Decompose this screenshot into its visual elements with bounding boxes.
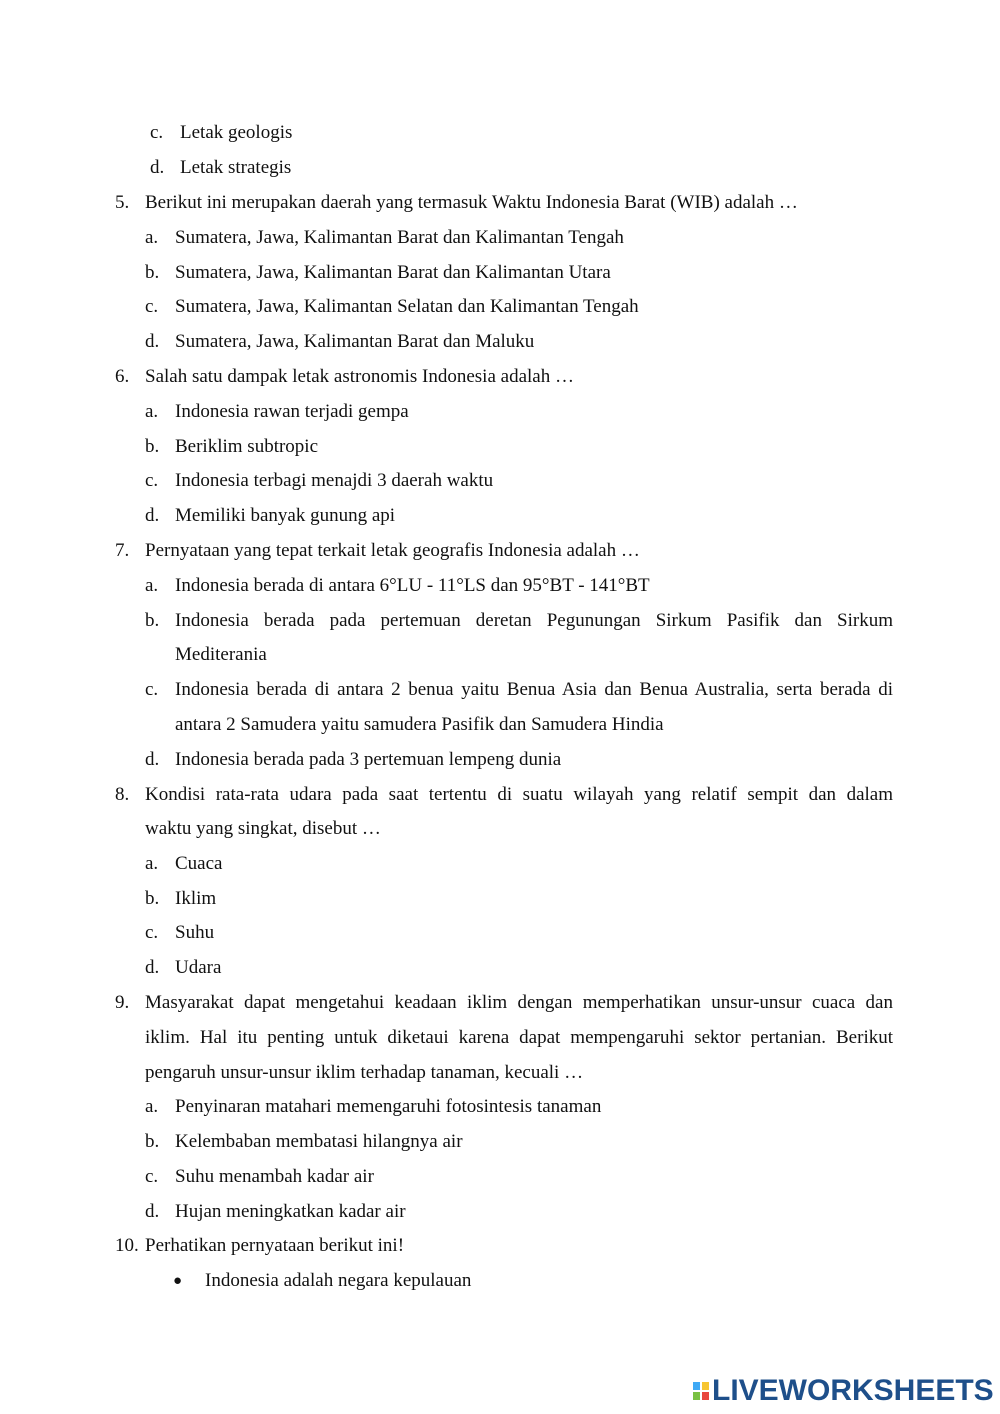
question-number: 6.: [115, 366, 130, 387]
logo-square: [693, 1382, 700, 1390]
option-letter: c.: [150, 122, 164, 143]
option-letter: c.: [145, 679, 159, 700]
option-letter: b.: [145, 436, 160, 457]
option-letter: c.: [145, 1166, 159, 1187]
option-letter: d.: [145, 749, 160, 770]
option-text-line-2: antara 2 Samudera yaitu samudera Pasifik dan Samudera Hindia: [175, 714, 664, 735]
question-text-line-1: Kondisi rata-rata udara pada saat tertentu di suatu wilayah yang relatif sempit dan dalam: [145, 784, 893, 805]
option-letter: a.: [145, 575, 159, 596]
option-text: Indonesia terbagi menajdi 3 daerah waktu: [175, 470, 494, 491]
question-text: Berikut ini merupakan daerah yang termasuk Waktu Indonesia Barat (WIB) adalah …: [145, 192, 798, 213]
logo-text: LIVEWORKSHEETS: [712, 1374, 994, 1407]
question-number: 9.: [115, 992, 130, 1013]
option-text: Sumatera, Jawa, Kalimantan Barat dan Kalimantan Utara: [175, 262, 611, 283]
question-number: 8.: [115, 784, 130, 805]
option-letter: b.: [145, 610, 160, 631]
option-text: Letak geologis: [180, 122, 293, 143]
option-letter: c.: [145, 296, 159, 317]
option-letter: d.: [145, 505, 160, 526]
question-text-line-2: iklim. Hal itu penting untuk diketaui karena dapat mempengaruhi sektor pertanian. Berikut: [145, 1027, 893, 1048]
option-text: Udara: [175, 957, 222, 978]
option-text: Sumatera, Jawa, Kalimantan Selatan dan Kalimantan Tengah: [175, 296, 639, 317]
logo-square: [693, 1392, 700, 1400]
option-text: Suhu: [175, 922, 215, 943]
question-text-line-3: pengaruh unsur-unsur iklim terhadap tanaman, kecuali …: [145, 1062, 584, 1083]
option-letter: c.: [145, 922, 159, 943]
question-text: Salah satu dampak letak astronomis Indonesia adalah …: [145, 366, 574, 387]
question-text-line-2: waktu yang singkat, disebut …: [145, 818, 381, 839]
option-letter: b.: [145, 262, 160, 283]
option-letter: a.: [145, 1096, 159, 1117]
option-text: Indonesia berada di antara 6°LU - 11°LS dan 95°BT - 141°BT: [175, 575, 650, 596]
option-letter: a.: [145, 853, 159, 874]
option-text: Memiliki banyak gunung api: [175, 505, 396, 526]
option-text: Indonesia rawan terjadi gempa: [175, 401, 409, 422]
option-text: Sumatera, Jawa, Kalimantan Barat dan Kalimantan Tengah: [175, 227, 624, 248]
option-letter: b.: [145, 888, 160, 909]
liveworksheets-logo: [693, 1374, 994, 1408]
option-letter: a.: [145, 401, 159, 422]
option-letter: c.: [145, 470, 159, 491]
option-text: Indonesia berada pada 3 pertemuan lempeng dunia: [175, 749, 562, 770]
option-letter: d.: [145, 957, 160, 978]
logo-square: [702, 1382, 709, 1390]
question-text: Pernyataan yang tepat terkait letak geografis Indonesia adalah …: [145, 540, 640, 561]
question-text-line-1: Masyarakat dapat mengetahui keadaan iklim dengan memperhatikan unsur-unsur cuaca dan: [145, 992, 893, 1013]
option-text: Penyinaran matahari memengaruhi fotosintesis tanaman: [175, 1096, 602, 1117]
option-text: Sumatera, Jawa, Kalimantan Barat dan Maluku: [175, 331, 535, 352]
option-letter: a.: [145, 227, 159, 248]
option-letter: d.: [145, 1201, 160, 1222]
question-number: 5.: [115, 192, 130, 213]
logo-square: [702, 1392, 709, 1400]
bullet-icon: ●: [173, 1273, 183, 1289]
option-text: Letak strategis: [180, 157, 292, 178]
option-letter: d.: [150, 157, 165, 178]
option-text-line-1: Indonesia berada di antara 2 benua yaitu Benua Asia dan Benua Australia, serta berada di: [175, 679, 893, 700]
question-text: Perhatikan pernyataan berikut ini!: [145, 1235, 405, 1256]
option-text-line-1: Indonesia berada pada pertemuan deretan Pegunungan Sirkum Pasifik dan Sirkum: [175, 610, 893, 631]
option-text: Kelembaban membatasi hilangnya air: [175, 1131, 463, 1152]
bullet-text: Indonesia adalah negara kepulauan: [205, 1270, 472, 1291]
option-text-line-2: Mediterania: [175, 644, 267, 665]
option-text: Iklim: [175, 888, 217, 909]
option-letter: b.: [145, 1131, 160, 1152]
question-number: 10.: [115, 1235, 139, 1256]
option-text: Cuaca: [175, 853, 223, 874]
option-text: Hujan meningkatkan kadar air: [175, 1201, 406, 1222]
option-text: Beriklim subtropic: [175, 436, 319, 457]
option-text: Suhu menambah kadar air: [175, 1166, 374, 1187]
question-number: 7.: [115, 540, 130, 561]
logo-squares-icon: [693, 1382, 709, 1400]
option-letter: d.: [145, 331, 160, 352]
